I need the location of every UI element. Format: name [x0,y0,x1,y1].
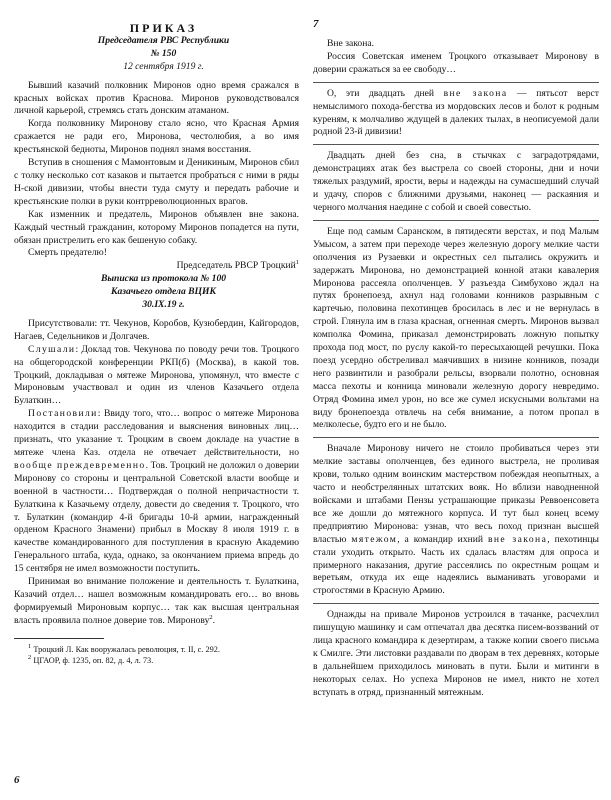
page-number-left: 6 [14,774,20,786]
protocol-present: Присутствовали: тт. Чекунов, Коробов, Кузюбердин, Кайгородов, Нагаев, Седельников и Долгачев. [14,317,299,342]
order-number: № 150 [150,47,177,59]
story-paragraph-5: Еще под самым Саранском, в пятидесяти верстах, и под Малым Умысом, а затем при переходе через железную дорогу мелкие части ополчения из Рузаевки и окрестных сел пытались окружить и задержать Миронова, но демонстрацией конной атаки кавалерия Миронова рассеяла ополченцев. У разъезда Симбухово ждал на путях бронепоезд, ахнул над головами конников разрывным с картечью, половина пехотинцев бросилась в лес и не вернулась в строй. Глянула им в глаза красная, огненная смерть. Миронов вызвал комполка Фомина, приказал демонстрировать ложную попытку прохода под мост, по руслу какой-то пересыхающей речушки. Пока поезд усердно обстреливал маячивших в низине конников, позади него развинтили и разобрали рельсы, взорвали полотно, основная масса пехоты и конница миновали железную дорогу невредимо. Отряд Фомина имел урон, но все же сумел искусными вольтами на виду бронепоезда отвлечь на себя внимание, а потом пропал в мелколесье, будто его и не было. [313,225,599,431]
protocol-heard: Слушали: Доклад тов. Чекунова по поводу речи тов. Троцкого на общегородской конференции РКП(б) (Москва), в какой тов. Троцкий, докладывая о мятеже Миронова, упомянул, что вместе с Мироновым участвовал и один из членов Казачьего отдела Булаткин… [14,343,299,407]
order-paragraph-3: Вступив в сношения с Мамонтовым и Деникиным, Миронов сбил с толку несколько сот казаков и пытается пробраться с ними в ряды Н-ской дивизии, чтобы внести туда смуту и передать рабочие и крестьянские полки в руки контрреволюционных врагов. [14,157,299,207]
left-column [14,22,299,666]
section-divider [313,82,599,83]
protocol-title: Выписка из протокола № 100 [100,273,227,285]
order-title: ПРИКАЗ [129,21,198,35]
section-divider [313,144,599,145]
right-column [313,38,599,700]
footnote-1: $^1$ Троцкий Л. Как вооружалась революция, т. II, с. 292. [28,642,220,654]
order-subtitle: Председателя РВС Республики [97,34,230,46]
order-paragraph-1: Бывший казачий полковник Миронов одно время сражался в красных войсках против Краснова. Миронов руководствовался личной карьерой, стремясь стать донским атаманом. [14,79,299,117]
footnote-2: $^2$ ЦГАОР, ф. 1235, оп. 82, д. 4, л. 73. [28,653,154,665]
section-divider [313,220,599,221]
protocol-final: Принимая во внимание положение и деятельность т. Булаткина, Казачий отдел… нашел возможным командировать его… во вновь формируемый Мироновым корпус… так как высшая центральная власть проявила полное доверие тов. Миронову$^2$. [14,576,299,626]
footnote-marker-2: 2 [209,613,213,621]
order-paragraph-4: Как изменник и предатель, Миронов объявлен вне закона. Каждый честный гражданин, которому Миронов попадется на пути, обязан пристрелить его как бешеную собаку. [14,208,299,246]
order-paragraph-2: Когда полковнику Миронову стало ясно, что Красная Армия сражается не ради его, Миронова, честолюбия, а во имя крестьянской бедноты, Миронов поднял знамя восстания. [14,118,299,156]
footnote-divider [14,638,104,639]
story-paragraph-1: Вне закона. [327,38,374,49]
story-paragraph-6: Вначале Миронову ничего не стоило пробиваться через эти мелкие заставы ополченцев, без единого выстрела, не проливая крови, только одним воинским мастерством побеждая неопытных, а часто и необстрелянных штатских вояк. Но вблизи наводненной войсками и штабами Пензы устрашающие приказы Реввоенсовета все же дошли до мятежного корпуса. И тут был конец всему предприятию Миронова: узнав, что весь поход признан высшей властью мятежом, а командир ихний вне закона, пехотинцы стали уходить открыто. Часть их сдалась властям для опроса и примерного наказания, другие рассеялись по окрестным рощам и веретьям, откуда их еще надеялись выманивать уговорами и строгостями в Красную Армию. [313,443,599,597]
order-paragraph-5: Смерть предателю! [28,247,107,259]
order-date: 12 сентября 1919 г. [123,60,204,72]
protocol-date: 30.IX.19 г. [142,299,185,311]
section-divider [313,603,599,604]
footnote-marker-1: 1 [295,259,299,267]
story-paragraph-3: О, эти двадцать дней вне закона — пятьсот верст немыслимого похода-бегства из мордовских лесов и болот к родным куреням, к молчаливо ждущей в далеких тылах, в неописуемой дали родной 23-й дивизии! [313,87,599,138]
resolved-label: Постановили [28,408,98,420]
section-divider [313,437,599,438]
page-number-right: 7 [313,18,319,30]
story-paragraph-2: Россия Советская именем Троцкого отказывает Миронову в доверии сражаться за ее свободу… [313,50,599,75]
order-signature: Председатель РВСР Троцкий$^1$ [176,259,299,272]
heard-label: Слушали [28,343,76,355]
spaced-emphasis: вообще преждевременно [14,459,146,471]
protocol-department: Казачьего отдела ВЦИК [111,286,216,298]
protocol-resolved: Постановили: Ввиду того, что… вопрос о мятеже Миронова находится в стадии расследования и выяснения виновных лиц… признать, что указание т. Троцким в своем докладе на участие в мятеже члена Каз. отдела не отвечает действительности, но вообще преждевременно. Тов. Троцкий не доложил о доверии Миронову со стороны и центральной Советской власти вообще и военной в частности… Подтверждая о полной непричастности т. Булаткина к Казачьему отделу, довести до сведения т. Троцкого, что т. Булаткин (командир 4-й бригады 10-й армии, награжденный орденом Красного Знамени) прибыл в Москву 8 июля 1919 г. в качестве командированного для поступления в красную Академию Генерального штаба, куда, однако, за окончанием приема впредь до 15 сентября не имел возможности поступить. [14,408,299,575]
story-paragraph-7: Однажды на привале Миронов устроился в тачанке, расчехлил пишущую машинку и сам отпечатал два десятка писем-воззваний от лица красного командира к дезертирам, а также копии своего письма к Смилге. Эти листовки раздавали по дворам в тех деревнях, которые в дальнейшем приходилось миновать в пути. Были и митинги в некоторых селах. Но успеха Миронов не имел, никто не хотел вступать в отряд, признанный мятежным. [313,609,599,698]
story-paragraph-4: Двадцать дней без сна, в стычках с заградотрядами, демонстрациях атак без выстрела со своей стороны, дни и ночи тяжелых раздумий, ярости, веры и надежды на сумасшедший случай и удачу, споров с ближними друзьями, наконец — раскаяния и черного молчания наедине с собой и своей совестью. [313,150,599,213]
